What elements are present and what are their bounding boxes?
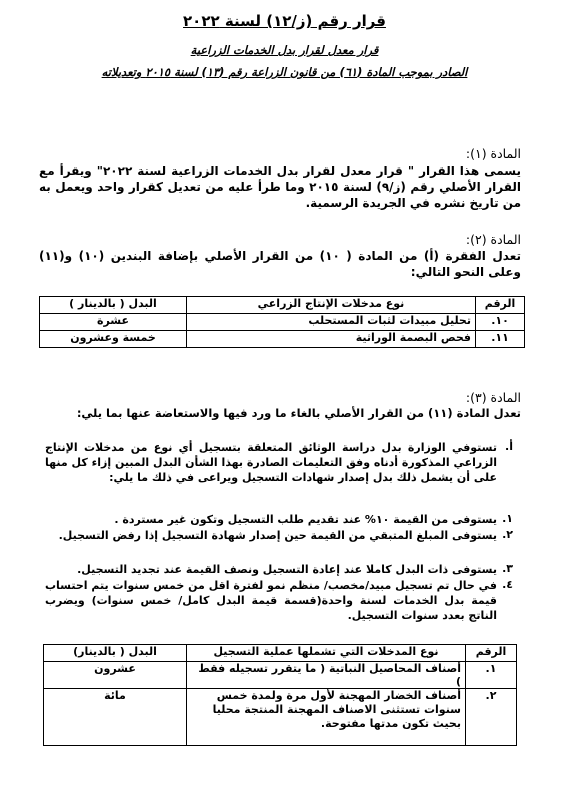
row-number: ٢. [466,689,517,746]
document-subtitle: قرار معدل لقرار بدل الخدمات الزراعية [190,43,379,57]
row-fee: خمسة وعشرون [40,331,187,348]
table-header-row [40,297,525,314]
article-1-text: يسمى هذا القرار " قرار معدل لقرار بدل الخدمات الزراعية لسنة ٢٠٢٢" ويقرأ مع القرار الأصلي رقم (ز/٩) لسنة ٢٠١٥ وما طرأ عليه من تعديل كقرار واحد ويعمل به من تاريخ نشره في الجريدة الرسمية. [39,164,521,210]
clause-a-label: أ. [505,440,513,453]
article-2-table [39,296,525,348]
document-title: قرار رقم (ز/١٢) لسنة ٢٠٢٢ [183,12,386,30]
row-input-type: تحليل مبيدات لثبات المستحلب [187,314,476,331]
header-fee: البدل ( بالدينار) [44,645,187,662]
article-1-heading: المادة (١): [465,146,521,161]
row-fee: عشرون [44,662,187,689]
table-row [40,331,525,348]
table-row [44,662,517,689]
row-number: ١١. [476,331,525,348]
article-3-table [43,644,517,746]
item-number: ٣. [502,562,513,575]
item-text: في حال تم تسجيل مبيد/مخصب/ منظم نمو لفترة اقل من خمس سنوات يتم احتساب قيمة بدل الخدمات لسنة واحدة(قسمة قيمة البدل كامل/ خمس سنوات) ويضرب الناتج بعدد سنوات التسجيل. [45,579,497,622]
table-header-row [44,645,517,662]
article-3-heading: المادة (٣): [465,390,521,405]
item-text: يستوفى ذات البدل كاملا عند إعادة التسجيل ونصف القيمة عند تجديد التسجيل. [77,563,497,576]
header-fee: البدل ( بالدينار ) [40,297,187,314]
header-number: الرقم [466,645,517,662]
article-2-text: تعدل الفقرة (أ) من المادة ( ١٠) من القرار الأصلي بإضافة البندين (١٠) و(١١) وعلى النحو التالي: [39,249,521,279]
row-input-type: فحص البصمة الوراثية [187,331,476,348]
document-legal-basis: الصادر بموجب المادة (٦١) من قانون الزراعة رقم (١٣) لسنة ٢٠١٥ وتعديلاته [101,65,468,79]
article-2-heading: المادة (٢): [465,232,521,247]
item-text: يستوفى من القيمة ١٠% عند تقديم طلب التسجيل وتكون غير مستردة . [114,513,497,526]
row-number: ١٠. [476,314,525,331]
item-number: ٢. [502,528,513,541]
row-number: ١. [466,662,517,689]
row-input-type: أصناف المحاصيل النباتية ( ما يتقرر تسجيله فقط ) [187,662,466,689]
item-number: ١. [502,512,513,525]
item-text: يستوفى المبلغ المتبقي من القيمة حين إصدار شهادة التسجيل إذا رفض التسجيل. [58,529,497,542]
header-input-type: نوع المدخلات التي تشملها عملية التسجيل [187,645,466,662]
table-row [40,314,525,331]
row-input-type: أصناف الخضار المهجنة لأول مرة ولمدة خمس سنوات تستثنى الاصناف المهجنة المنتجة محليا بحيث تكون مدتها مفتوحة. [187,689,466,746]
header-input-type: نوع مدخلات الإنتاج الزراعي [187,297,476,314]
row-fee: عشرة [40,314,187,331]
row-fee: مائة [44,689,187,746]
article-3-text: تعدل المادة (١١) من القرار الأصلي بالغاء ما ورد فيها والاستعاضة عنها بما يلي: [76,406,521,420]
table-row [44,689,517,746]
clause-a-text: تستوفي الوزارة بدل دراسة الوثائق المتعلقة بتسجيل أي نوع من مدخلات الإنتاج الزراعي المذكورة أدناه وفق التعليمات الصادرة بهذا الشأن البدل المبين إزاء كل منها على أن يشمل ذلك بدل إصدار شهادات التسجيل ويراعى في ذلك ما يلي: [45,441,497,484]
header-number: الرقم [476,297,525,314]
item-number: ٤. [502,578,513,591]
